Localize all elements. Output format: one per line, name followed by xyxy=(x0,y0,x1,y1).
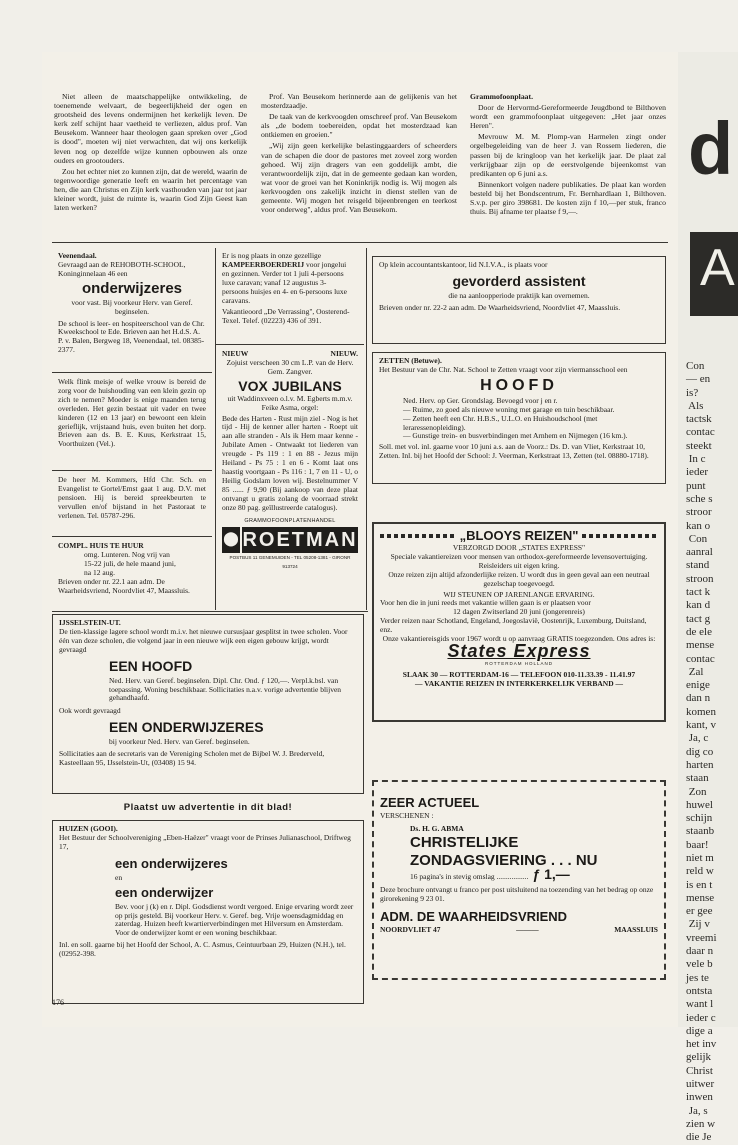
adjacent-text-line: — en xyxy=(686,373,711,386)
adjacent-text-line: Zij v xyxy=(686,918,710,931)
decorative-stripe xyxy=(582,534,658,538)
adjacent-text-line: Zal xyxy=(686,665,704,678)
adjacent-text-line: de ele xyxy=(686,625,712,638)
ad-body: Welk flink meisje of welke vrouw is bereid de zorg voor de huishouding van een klein gezin op zich te nemen? Moeder is enige maanden terug overleden. Het gezin bestaat uit vader en twee kinderen (12 en 13 jaar) en bewoont een klein gerieflijk, vrijstaand huis, even buiten het dorp. Brieven aan ds. B. E. Kuus, Kerkstraat 15, Voorthuizen (Vel.). xyxy=(58,377,206,449)
ad-list-item: — Zetten heeft een Chr. H.B.S., U.L.O. en Huishoudschool (met leraressenopleiding). xyxy=(403,413,598,432)
ad-zetten xyxy=(372,352,666,484)
adjacent-text-line: kant, v xyxy=(686,719,716,732)
ad-body: Verder reizen naar Schotland, Engeland, Joegoslavië, Oostenrijk, Luxemburg, Duitsland, enz. xyxy=(380,616,647,635)
ad-label: NIEUW. xyxy=(330,349,358,358)
ad-huizen xyxy=(52,820,364,1004)
record-icon: ⬤ xyxy=(222,527,240,553)
ad-address-dash: ——— xyxy=(516,924,539,934)
newspaper-page xyxy=(42,52,678,1027)
adjacent-text-line: vreemi xyxy=(686,931,717,944)
ad-address: MAASSLUIS xyxy=(614,924,658,934)
ad-body: Vakantieoord „De Verrassing", Oosterend-Texel. Telef. (02223) 436 of 391. xyxy=(222,307,350,326)
article-paragraph: Prof. Van Beusekom herinnerde aan de gelijkenis van het mosterdzaadje. xyxy=(261,92,457,111)
ad-title: CHRISTELIJKE xyxy=(410,833,519,851)
ad-body: Voor de onderwijzer komt er een woning beschikbaar. xyxy=(115,928,277,938)
ad-line: na 12 aug. xyxy=(84,567,116,577)
ad-body: voor jongelui en gezinnen. Verder tot 1 juli 4-persoons luxe caravan; vanaf 12 augustus 3-persoons huisjes en 4- en 6-persoons luxe caravans. xyxy=(222,259,347,305)
page-number: 176 xyxy=(52,998,64,1007)
ad-address: NOORDVLIET 47 xyxy=(380,924,441,934)
ad-heading: een onderwijzer xyxy=(115,884,214,900)
adjacent-text-line: steekt xyxy=(686,439,712,452)
adjacent-text-line: enige xyxy=(686,679,710,692)
ad-body: De heer M. Kommers, Hfd Chr. Sch. en Evangelist te Gortel/Emst gaat 1 aug. D.V. met pensioen. Hij is bereid spreekbeurten te vervullen en/of bijstand in het Pastoraat te verlenen. Tel. 05787-296. xyxy=(58,475,206,520)
adjacent-text-line: kan d xyxy=(686,599,711,612)
ad-intro: Op klein accountantskantoor, lid N.I.V.A., is plaats voor xyxy=(379,260,548,269)
article-paragraph: De taak van de kerkvoogden omschreef prof. Van Beusekom als „de bodem toebereiden, opdat het mosterdzaad kan ontkiemen en groeien." xyxy=(261,112,457,140)
ad-label: VERSCHENEN : xyxy=(380,811,434,820)
ad-address: SLAAK 30 — ROTTERDAM-16 — TELEFOON 010-11.33.39 - 11.41.97 xyxy=(402,669,636,679)
shop-label: GRAMMOFOONPLATENHANDEL xyxy=(244,517,336,524)
ad-label: NIEUW xyxy=(222,349,249,358)
article-subheading: Grammofoonplaat. xyxy=(470,92,533,101)
adjacent-text-line: komen xyxy=(686,705,716,718)
adjacent-text-line: reld w xyxy=(686,865,714,878)
adjacent-text-line: stand xyxy=(686,559,710,572)
ad-accountant xyxy=(372,256,666,344)
ad-author: Ds. H. G. ABMA xyxy=(410,823,464,833)
adjacent-text-line: In c xyxy=(686,453,706,466)
adjacent-text-line: Als xyxy=(686,399,704,412)
divider xyxy=(366,248,367,610)
ad-body: Speciale vakantiereizen voor mensen van orthodox-gereformeerde levensovertuiging. Reisleiders uit eigen kring. xyxy=(390,551,648,570)
ad-body: Bev. voor j (k) en r. Dipl. Godsdienst wordt vergoed. Enige ervaring wordt zeer op prijs gesteld. Bij voorkeur Herv. v. Geref. beg. Vrije woensdagmiddag en zaterdag. Huizen heeft kwartierverbindingen met Hilversum en Amsterdam. xyxy=(115,901,354,929)
ad-body: Sollicitaties aan de secretaris van de Vereniging Scholen met de Bijbel W. J. Brederveld, Kasteellaan 95, IJsselstein-Ut, (03408) 15 94. xyxy=(59,749,325,768)
adjacent-text-line: tact k xyxy=(686,586,711,599)
ad-heading: ZEER ACTUEEL xyxy=(380,795,480,810)
adjacent-text-line: jes te xyxy=(686,971,709,984)
adjacent-text-line: het inv xyxy=(686,1038,717,1051)
adjacent-text-line: huwel xyxy=(686,798,713,811)
ad-place: IJSSELSTEIN-UT. xyxy=(59,618,121,627)
ad-heading: COMPL. HUIS TE HUUR xyxy=(58,541,144,550)
ad-list-item: — Gunstige trein- en busverbindingen met Arnhem en Nijmegen (16 km.). xyxy=(403,431,628,441)
adjacent-big-letter: d xyxy=(688,107,734,190)
ad-flink-meisje xyxy=(52,374,212,453)
divider xyxy=(52,470,212,471)
ad-body: WIJ STEUNEN OP JARENLANGE ERVARING. xyxy=(443,589,595,599)
adjacent-text-line: er gee xyxy=(686,905,713,918)
ad-blooys-reizen xyxy=(372,522,666,722)
ad-body: Ook wordt gevraagd xyxy=(59,706,121,716)
ad-publisher: ADM. DE WAARHEIDSVRIEND xyxy=(380,908,568,924)
divider xyxy=(216,344,364,345)
article-paragraph: Binnenkort volgen nadere publikaties. De plaat kan worden besteld bij het Bondscentrum, Fr. Bernhardlaan 1, Bilthoven. S.v.p. per giro 398681. De kosten zijn f 10,—per stuk, franco thuis. Bij afname ter plaatse f 9,—. xyxy=(470,179,666,217)
adjacent-text-line: Ja, c xyxy=(686,732,709,745)
ad-intro: Gevraagd aan de REHOBOTH-SCHOOL, Koninginnelaan 46 een xyxy=(58,259,186,278)
adjacent-text-line: sche s xyxy=(686,492,713,505)
logo-text: States Express xyxy=(447,640,591,661)
ad-place: HUIZEN (GOOI). xyxy=(59,824,118,833)
divider xyxy=(52,611,368,612)
divider xyxy=(52,242,668,243)
ad-sub: die na aanloopperiode praktijk kan overnemen. xyxy=(448,290,590,300)
decorative-stripe xyxy=(380,534,456,538)
ad-heading: gevorderd assistent xyxy=(452,272,586,289)
price-row xyxy=(380,865,658,882)
adjacent-text-line: baar! xyxy=(686,838,709,851)
adjacent-text-line: dig co xyxy=(686,745,714,758)
ad-body: Deze brochure ontvangt u franco per post uitsluitend na toezending van het bedrag op onze girorekening 9 23 01. xyxy=(380,884,654,903)
adjacent-text-line: want l xyxy=(686,998,714,1011)
ad-heading: KAMPEERBOERDERIJ xyxy=(222,259,305,269)
adjacent-text-line: tactsk xyxy=(686,413,712,426)
adjacent-text-line: ieder c xyxy=(686,1011,716,1024)
article-column-2 xyxy=(261,92,457,216)
adjacent-text-line: dige a xyxy=(686,1024,713,1037)
states-express-logo xyxy=(380,640,658,669)
ad-intro: Het Bestuur van de Chr. Nat. School te Zetten vraagt voor zijn viermansschool een xyxy=(379,364,628,374)
ad-heading: HOOFD xyxy=(480,376,558,394)
adjacent-text-line: mense xyxy=(686,891,715,904)
adjacent-text-line: dan n xyxy=(686,692,711,705)
adjacent-text-line: tact g xyxy=(686,612,711,625)
adjacent-box-letter: A xyxy=(700,239,735,297)
ad-heading: EEN HOOFD xyxy=(109,657,193,674)
ad-intro: Er is nog plaats in onze gezellige xyxy=(222,251,322,260)
ad-intro: Zojuist verscheen 30 cm L.P. van de Herv. Gem. Zangver. xyxy=(226,357,354,376)
ad-place: Veenendaal. xyxy=(58,251,97,260)
ad-body: Onze vakantiereisgids voor 1967 wordt u op aanvraag GRATIS toegezonden. Ons adres is: xyxy=(382,634,656,644)
ad-intro: Het Bestuur der Schoolvereniging „Eben-Haëzer" vraagt voor de Prinses Julianaschool, Driftweg 17, xyxy=(59,832,351,851)
ad-heading: VOX JUBILANS xyxy=(238,377,342,394)
ad-footer: — VAKANTIE REIZEN IN INTERKERKELIJK VERBAND — xyxy=(415,678,623,688)
adjacent-text-line: Christ xyxy=(686,1064,713,1077)
divider xyxy=(52,372,212,373)
adjacent-text-line: gelijk xyxy=(686,1051,712,1064)
ad-zeer-actueel xyxy=(372,780,666,980)
ad-heading: een onderwijzeres xyxy=(115,855,228,871)
adjacent-text-line: is en t xyxy=(686,878,713,891)
ad-sub: voor vast. Bij voorkeur Herv. van Geref. beginselen. xyxy=(71,297,193,316)
article-column-1 xyxy=(54,92,247,214)
ad-kommers xyxy=(52,472,212,525)
ad-body: Brieven onder nr. 22-2 aan adm. De Waarheidsvriend, Noordvliet 47, Maassluis. xyxy=(379,302,621,312)
ad-kampeerboerderij xyxy=(216,248,358,330)
adjacent-text-line: ontsta xyxy=(686,984,713,997)
adjacent-text-line: staanb xyxy=(686,825,715,838)
adjacent-text-lines xyxy=(686,360,738,1145)
adjacent-text-line: Con xyxy=(686,532,708,545)
ad-sub: uit Waddinxveen o.l.v. M. Egberts m.m.v. Feike Asma, orgel: xyxy=(227,393,353,412)
adjacent-text-line: harten xyxy=(686,758,714,771)
ad-requirement: Ned. Herv. op Ger. Grondslag. Bevoegd voor j en r. xyxy=(403,395,558,405)
ad-title: ZONDAGSVIERING . . . NU xyxy=(410,851,598,869)
ad-ijsselstein xyxy=(52,614,364,794)
ad-body: Soll. met vol. inl. gaarne voor 10 juni a.s. aan de Voorz.: Ds. D. van Vliet, Kerkstraat 10, Zetten. Inl. bij het Hoofd der School: J. Veerman, Kerkstraat 13, Zetten (tel. 08880-1718). xyxy=(379,442,649,461)
publisher-address xyxy=(380,926,658,935)
ad-footer: Inl. en soll. gaarne bij het Hoofd der School, A. C. Asmus, Ceintuurbaan 29, Huizen (N.H.), tel. (02952-398. xyxy=(59,940,346,959)
adjacent-text-line: inwen xyxy=(686,1091,713,1104)
ad-sub: VERZORGD DOOR „STATES EXPRESS" xyxy=(452,543,586,552)
adjacent-text-line: Zon xyxy=(686,785,707,798)
article-column-3 xyxy=(470,92,666,218)
adjacent-text-line: zien w xyxy=(686,1117,716,1130)
adjacent-text-line: daar n xyxy=(686,945,714,958)
adjacent-text-line: is? xyxy=(686,386,699,399)
ad-place: ZETTEN (Betuwe). xyxy=(379,356,442,365)
adjacent-text-line: contac xyxy=(686,652,715,665)
ad-body: Onze reizen zijn altijd afzonderlijke reizen. U wordt dus in geen geval aan een neutraal gezelschap toegevoegd. xyxy=(388,569,650,588)
ad-body: Ned. Herv. van Geref. beginselen. Dipl. Chr. Ond. ƒ 120,—. Verpl.k.bsl. van toepassing. Woning beschikbaar. Sollicitaties n.a.v. vorige advertentie blijven gehandhaafd. xyxy=(109,675,342,703)
adjacent-text-line: niet m xyxy=(686,851,714,864)
ad-en: en xyxy=(115,872,123,882)
adjacent-text-line: staan xyxy=(686,772,709,785)
article-paragraph: Mevrouw M. M. Plomp-van Harmelen zingt onder orgelbegeleiding van de heer J. van Rossem liederen, die passen bij de kringloop van het kerkelijk jaar. De plaat zal verkrijgbaar zijn op de eerstvolgende bijeenkomst van predikanten op 6 juni a.s. xyxy=(470,132,666,178)
ad-body: Bede des Harten - Rust mijn ziel - Nog is het tijd - Hij de kenner aller harten - Roept uit aan alle stranden - Als ik Hem maar kenne - Jubilate Amen - Ontwaakt tot liederen van vreugde - Ps 119 : 1 en 88 - Jezus mijn Heiland - Ps 75 : 1 en 6 - Komt laat ons haastig voortgaan - Ps 116 : 1, 7 en 11 - U, o Heilig Godslam loven wij. Bestelnummer V 85 ...... ƒ 9,90 (Bij aankoop van deze plaat ontvangt u gratis zolang de voorraad strekt onze 80 pag. geïllustreerde catalogus). xyxy=(222,413,358,512)
ad-list-item: — Ruime, zo goed als nieuwe woning met garage en tuin beschikbaar. xyxy=(403,404,615,414)
adjacent-text-line: punt xyxy=(686,479,706,492)
divider xyxy=(52,536,212,537)
ad-heading: EEN ONDERWIJZERES xyxy=(109,719,264,736)
article-paragraph: Door de Hervormd-Gereformeerde Jeugdbond te Bilthoven wordt een grammofoonplaat uitgegeven: „Het jaar onzes Heren". xyxy=(470,103,666,131)
blooys-title-row xyxy=(380,528,658,544)
adjacent-text-line: ieder xyxy=(686,466,708,479)
ad-line: 15-22 juli, de hele maand juni, xyxy=(84,558,176,568)
adjacent-text-line: contac xyxy=(686,426,715,439)
banner-place-ad: Plaatst uw advertentie in dit blad! xyxy=(123,802,293,813)
adjacent-text-line: Ja, s xyxy=(686,1104,708,1117)
adjacent-text-line: Con xyxy=(686,360,705,372)
ad-veenendaal xyxy=(52,248,212,359)
adjacent-text-line: die Je xyxy=(686,1131,712,1144)
ad-pages: 16 pagina's in stevig omslag ................. xyxy=(410,871,529,881)
ad-line: omg. Lunteren. Nog vrij van xyxy=(84,549,170,559)
roetman-logo xyxy=(222,527,358,553)
ad-sub: bij voorkeur Ned. Herv. van Geref. beginselen. xyxy=(109,737,250,747)
ad-body: Brieven onder nr. 22.1 aan adm. De Waarheidsvriend, Noordvliet 47, Maassluis. xyxy=(58,576,190,595)
shop-name: ROETMAN xyxy=(242,529,358,552)
ad-intro: De tien-klassige lagere school wordt m.i.v. het nieuwe cursusjaar gesplitst in twee scholen. Voor één van deze scholen, die volgend jaar in een nieuwe wijk een eigen gebouw krijgt, wordt gevraagd xyxy=(59,626,348,654)
adjacent-text-line: uitwer xyxy=(686,1078,715,1091)
ad-body: De school is leer- en hospiteerschool van de Chr. Kweekschool te Ede. Brieven aan het H.d.S. A. P. v. Balen, Bergweg 18, Veenendaal, tel. 08385-2377. xyxy=(58,318,205,355)
ad-heading: „BLOOYS REIZEN" xyxy=(459,528,579,543)
ad-compl-huis xyxy=(52,538,212,599)
adjacent-text-line: stroon xyxy=(686,572,714,585)
article-paragraph: Zou het echter niet zo kunnen zijn, dat de wereld, waarin de tegenwoordige generatie leeft en waarin het percentage van hen, die aan Christus en Zijn kerk vasthouden van jaar tot jaar kleiner wordt, juist de ruimte is, waarin God Zijn Geest kan laten werken? xyxy=(54,166,247,213)
adjacent-text-line: vele b xyxy=(686,958,713,971)
article-paragraph: „Wij zijn geen kerkelijke belastinggaarders of scheerders van de schapen die door de pastores met zoveel zorg worden gehoed. Wij zijn dragers van een goddelijk ambt, die verantwoordelijk zijn, dat in de gemeente gedaan kan worden, wat voor de groei van het Koninkrijk nodig is. Wij mogen als kerkvoogden ons zakelijk inzicht in dienst stellen van de gemeente. Wij mogen het reisgeld bijeenbrengen en teerkost voor onderweg", aldus prof. Van Beusekom. xyxy=(261,141,457,215)
adjacent-text-line: kan o xyxy=(686,519,711,532)
ad-body: 12 dagen Zwitserland 20 juni (jongerenreis) xyxy=(453,607,585,617)
adjacent-text-line: schijn xyxy=(686,812,713,825)
ad-vox-jubilans xyxy=(216,346,364,576)
article-paragraph: Niet alleen de maatschappelijke ontwikkeling, de toenemende welvaart, de begeerlijkheid der ogen en grootsheid des levens ondermijnen het kerkelijk leven. De kerk zelf schijnt haar vaetheid te verliezen, aldus prof. Van Beusekom. Wanneer haar theologen gaan spreken over „God is dood", moeten wij niet verwachten, dat wij ons kerkelijk leven nog op dezelfde wijze kunnen opbouwen als onze ouders en grootouders. xyxy=(54,92,247,165)
adjacent-page-edge xyxy=(678,52,738,1144)
shop-address: POSTBUS 11 GENEMUIDEN - TEL 05208-1381 - GIRONR 913724 xyxy=(229,555,351,570)
adjacent-text-line: stroor xyxy=(686,506,712,519)
adjacent-text-line: mense xyxy=(686,639,715,652)
adjacent-text-line: aanral xyxy=(686,546,713,559)
ad-price: ƒ 1,— xyxy=(532,865,570,882)
ad-body: Voor hen die in juni reeds met vakantie willen gaan is er plaatsen voor xyxy=(380,598,591,608)
ad-heading: onderwijzeres xyxy=(81,279,183,297)
logo-sub: ROTTERDAM HOLLAND xyxy=(484,660,553,666)
